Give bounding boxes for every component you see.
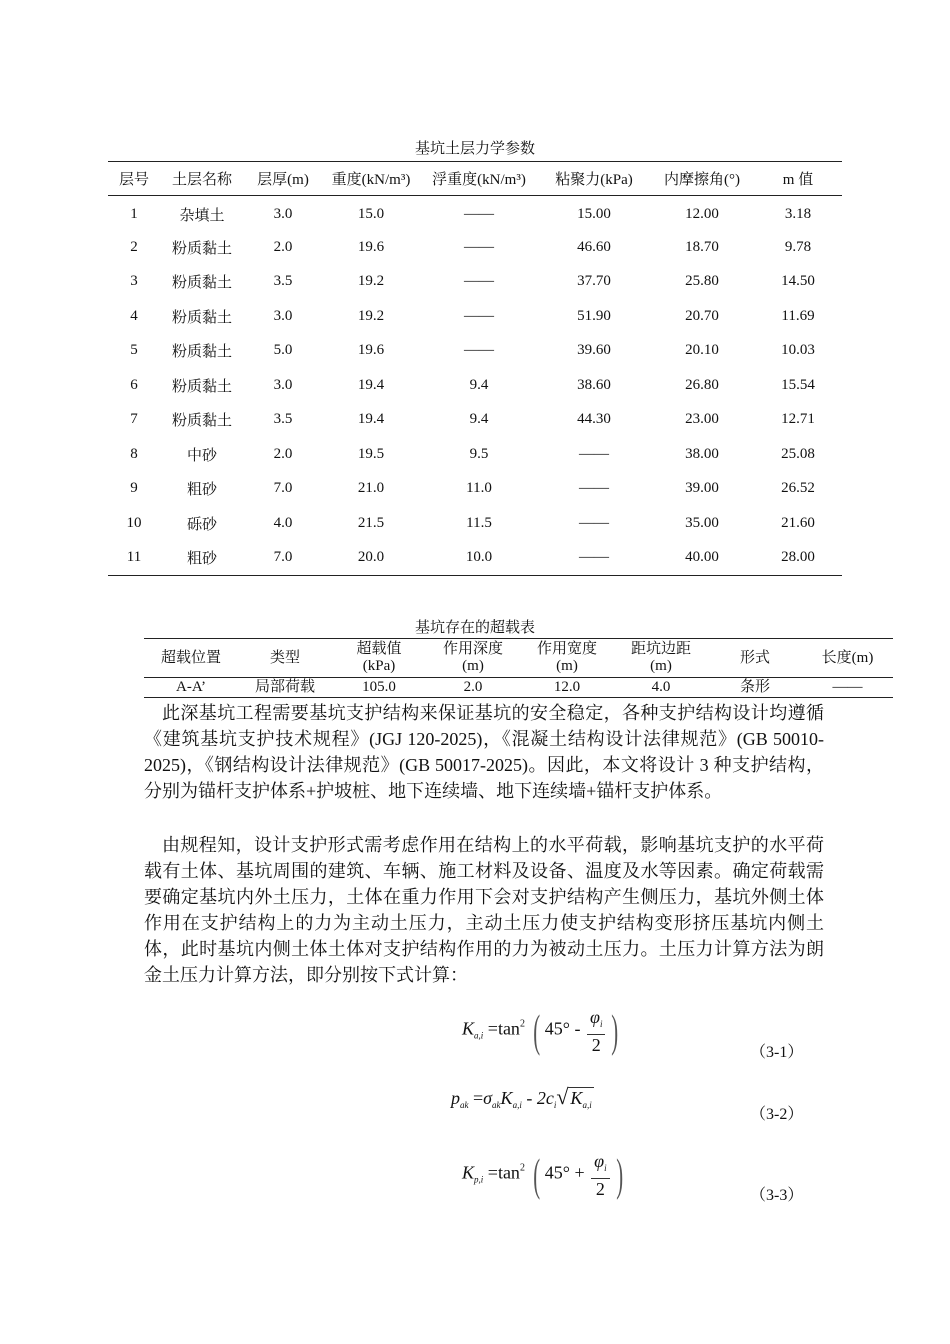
table1-cell: 39.60 (577, 342, 611, 359)
table1-cell: 粉质黏土 (171, 344, 232, 361)
table1-cell: 粗砂 (186, 482, 217, 499)
table1-cell: 25.08 (781, 445, 815, 462)
table2-cell: 2.0 (426, 678, 520, 698)
table1-header: 内摩擦角(°) (650, 162, 754, 196)
table1-header: 重度(kN/m³) (322, 162, 420, 196)
eq2-p-sub: ak (460, 1100, 469, 1110)
equation-3-1 (462, 1004, 623, 1057)
table1-cell: 20.0 (322, 541, 420, 576)
table1-cell: 6 (130, 376, 138, 393)
table1-cell: —— (538, 541, 650, 576)
eq2-k-sub: a,i (512, 1100, 522, 1110)
table2-header-line: 距坑边距 (630, 641, 691, 657)
table1-header: m 值 (754, 162, 842, 196)
table1-header: 浮重度(kN/m³) (420, 162, 538, 196)
eq1-angle: 45° (544, 1018, 570, 1039)
table1-header: 层厚(m) (244, 162, 322, 196)
table1-cell: 11.0 (466, 480, 492, 497)
table2-header-row (144, 639, 893, 678)
table1-cell: 21.5 (357, 514, 385, 531)
eq3-lhs-sub: p,i (474, 1174, 484, 1185)
eq1-lhs: K (462, 1018, 475, 1039)
table1-row (108, 196, 842, 231)
table1-cell: 19.4 (357, 411, 385, 428)
table1-cell: —— (464, 273, 494, 290)
equation-number-3-2: （3-2） (750, 1106, 804, 1123)
equation-number-3-3: （3-3） (750, 1187, 804, 1204)
table1-cell: 10.0 (420, 541, 538, 576)
eq3-left-paren: ( (533, 1149, 541, 1200)
table1-cell: 28.00 (754, 541, 842, 576)
table1-cell: 8 (130, 445, 138, 462)
eq2-sigma-sub: ak (492, 1100, 501, 1110)
table1-cell: 26.80 (685, 376, 719, 393)
eq1-den: 2 (591, 1034, 601, 1055)
table1-cell: 4 (130, 307, 138, 324)
table1-cell: 35.00 (685, 514, 719, 531)
table1-cell: 10 (126, 514, 142, 531)
table1-cell: 9.4 (469, 376, 489, 393)
table2-header-line: (kPa) (362, 658, 396, 674)
table1-cell: 14.50 (781, 273, 815, 290)
eq3-lhs: K (462, 1162, 475, 1183)
table1-cell: 11.5 (466, 514, 492, 531)
table1-cell: 5.0 (273, 342, 293, 359)
table1-row (108, 230, 842, 265)
eq2-sqrt-body (568, 1087, 593, 1110)
table1-cell: 21.60 (781, 514, 815, 531)
eq2-p: p (451, 1088, 460, 1108)
table2-cell: A-A’ (144, 678, 238, 698)
table1-cell: 3 (130, 273, 138, 290)
table2-header-line: 超载值 (356, 641, 402, 657)
table1-cell: 38.00 (685, 445, 719, 462)
eq3-den: 2 (595, 1178, 605, 1199)
table1-cell: —— (579, 480, 609, 497)
table1-cell: 4.0 (273, 514, 293, 531)
eq2-c-sub: i (553, 1100, 557, 1110)
eq1-fraction (587, 1007, 605, 1055)
table1-cell: —— (464, 238, 494, 255)
table2-header (802, 639, 893, 678)
table1-cell: 9.5 (469, 445, 489, 462)
table1-cell: 5 (130, 342, 138, 359)
eq3-fraction (591, 1151, 609, 1199)
table2-header-line: 形式 (739, 649, 770, 666)
eq3-tan: tan (497, 1162, 520, 1183)
table1-header: 粘聚力(kPa) (538, 162, 650, 196)
eq1-operator: - (574, 1018, 581, 1039)
table1-cell: 19.6 (357, 238, 385, 255)
paragraph-2: 由规程知，设计支护形式需考虑作用在结构上的水平荷载，影响基坑支护的水平荷载有土体、基坑周围的建筑、车辆、施工材料及设备、温度及水等因素。确定荷载需要确定基坑内外土压力，土体在重力作用下会对支护结构产生侧压力，基坑外侧土体作用在支护结构上的力为主动土压力，主动土压力使支护结构变形挤压基坑内侧土体，此时基坑内侧土体土体对支护结构作用的力为被动土压力。土压力计算方法为朗金土压力计算方法，即分别按下式计算： (144, 835, 824, 985)
table1-cell: 37.70 (577, 273, 611, 290)
table1-cell: 19.6 (357, 342, 385, 359)
table1-cell: 40.00 (650, 541, 754, 576)
eq1-phi-sub: i (599, 1018, 603, 1029)
table1-cell: 3.5 (273, 411, 293, 428)
soil-parameters-table (108, 161, 842, 576)
table2-header (708, 639, 802, 678)
eq1-left-paren: ( (533, 1005, 541, 1056)
table1-cell: 11 (108, 541, 160, 576)
table1-cell: 粉质黏土 (171, 275, 232, 292)
table1-row (108, 472, 842, 507)
table1-cell: 15.0 (357, 205, 385, 222)
eq1-phi: φ (589, 1006, 600, 1027)
eq3-angle: 45° (544, 1162, 570, 1183)
table2-header-line: (m) (462, 658, 484, 674)
table1-cell: 1 (130, 205, 138, 222)
table2-cell: 4.0 (614, 678, 708, 698)
table1-cell: 中砂 (186, 447, 217, 464)
table2-header-line: 类型 (269, 649, 300, 666)
table1-cell: 20.70 (685, 307, 719, 324)
table2-header (238, 639, 332, 678)
table1-cell: 3.18 (784, 205, 812, 222)
table1-cell: 3.0 (273, 307, 293, 324)
table1-row (108, 265, 842, 300)
table1-cell: 2 (130, 238, 138, 255)
table1-cell: —— (464, 307, 494, 324)
table1-cell: 19.4 (357, 376, 385, 393)
table1-cell: 26.52 (781, 480, 815, 497)
table1-cell: 12.00 (685, 205, 719, 222)
table2-header-line: (m) (650, 658, 672, 674)
eq2-root-k-sub: a,i (582, 1100, 592, 1110)
table1-cell: 19.2 (357, 273, 385, 290)
table1-cell: 7.0 (273, 480, 293, 497)
table1-cell: 粉质黏土 (171, 240, 232, 257)
eq2-k: K (500, 1088, 513, 1108)
table1-row (108, 506, 842, 541)
eq1-power: 2 (519, 1018, 525, 1030)
table2-header-line: (m) (556, 658, 578, 674)
eq3-operator: + (574, 1162, 585, 1183)
table1-cell: 19.2 (357, 307, 385, 324)
table1-cell: 38.60 (577, 376, 611, 393)
table1-cell: 9.78 (784, 238, 812, 255)
table1-cell: 10.03 (781, 342, 815, 359)
table1-cell: 粗砂 (160, 541, 244, 576)
table1-cell: 19.5 (357, 445, 385, 462)
paragraph-1: 此深基坑工程需要基坑支护结构来保证基坑的安全稳定，各种支护结构设计均遵循《建筑基坑支护技术规程》(JGJ 120-2025)，《混凝土结构设计法律规范》(GB 50010-2025)，《钢结构设计法律规范》(GB 50017-2025)。因此，本文将设计 3 种支护结构，分别为锚杆支护体系+护坡桩、地下连续墙、地下连续墙+锚杆支护体系。 (144, 703, 824, 801)
eq2-sqrt-sign: √ (556, 1084, 569, 1109)
table1-cell: 21.0 (357, 480, 385, 497)
table1-cell: 9.4 (469, 411, 489, 428)
table2-cell: 12.0 (520, 678, 614, 698)
table1-cell: 3.0 (273, 376, 293, 393)
table1-row (108, 334, 842, 369)
eq1-tan: tan (497, 1018, 520, 1039)
table1-cell: 2.0 (273, 445, 293, 462)
table1-cell: 46.60 (577, 238, 611, 255)
eq2-equals: = (473, 1088, 484, 1108)
table1-cell: 20.10 (685, 342, 719, 359)
table1-row (108, 437, 842, 472)
table2-header-line: 作用深度 (442, 641, 503, 657)
table1-cell: —— (464, 342, 494, 359)
table1-cell: 15.54 (781, 376, 815, 393)
table1-cell: 粉质黏土 (171, 413, 232, 430)
table1-cell: 15.00 (577, 205, 611, 222)
table1-caption: 基坑土层力学参数 (414, 141, 535, 157)
table1-row (108, 403, 842, 438)
table1-row (108, 368, 842, 403)
eq1-lhs-sub: a,i (474, 1030, 484, 1041)
table2-header (144, 639, 238, 678)
table2-header (426, 639, 520, 678)
table1-cell: 粉质黏土 (171, 378, 232, 395)
table1-cell: 39.00 (685, 480, 719, 497)
table2-header-line: 长度(m) (821, 649, 874, 666)
eq3-phi: φ (594, 1150, 605, 1171)
table1-cell: 23.00 (685, 411, 719, 428)
table2-row (144, 678, 893, 698)
table1-cell: 粉质黏土 (171, 309, 232, 326)
table1-cell: 25.80 (685, 273, 719, 290)
table1-cell: 18.70 (685, 238, 719, 255)
table2-header-line: 作用宽度 (536, 641, 597, 657)
table1-cell: —— (579, 514, 609, 531)
table1-cell: 杂填土 (179, 207, 225, 224)
eq2-root-k: K (570, 1088, 583, 1108)
table1-cell: 7 (130, 411, 138, 428)
eq2-operator: - (526, 1088, 533, 1108)
eq2-sigma: σ (483, 1088, 493, 1108)
table1-cell: 12.71 (781, 411, 815, 428)
table1-row (108, 541, 842, 576)
table2-header-line: 超载位置 (160, 649, 221, 666)
table2-caption: 基坑存在的超载表 (414, 620, 535, 636)
eq3-phi-sub: i (604, 1162, 607, 1173)
table1-header: 层号 (108, 162, 160, 196)
eq2-c: 2c (536, 1088, 554, 1108)
eq3-right-paren: ) (615, 1149, 623, 1200)
table1-cell: 11.69 (781, 307, 815, 324)
eq3-power: 2 (519, 1162, 525, 1174)
table1-cell: 9 (130, 480, 138, 497)
equation-number-3-1: （3-1） (750, 1044, 804, 1061)
table1-cell: 3.5 (273, 273, 293, 290)
table1-header: 土层名称 (160, 162, 244, 196)
table2-header (332, 639, 426, 678)
table1-row (108, 299, 842, 334)
table1-cell: 7.0 (244, 541, 322, 576)
table1-cell: 44.30 (577, 411, 611, 428)
eq1-equals: = (487, 1018, 498, 1039)
table1-cell: 51.90 (577, 307, 611, 324)
table1-cell: —— (579, 445, 609, 462)
table2-cell: 105.0 (332, 678, 426, 698)
eq3-equals: = (487, 1162, 498, 1183)
table2-cell: 条形 (708, 678, 802, 698)
table2-header (614, 639, 708, 678)
table1-cell: —— (464, 205, 494, 222)
table2-cell: —— (802, 678, 893, 698)
table1-cell: 3.0 (273, 205, 293, 222)
surcharge-table (144, 638, 893, 698)
table2-header (520, 639, 614, 678)
table1-cell: 砾砂 (186, 516, 217, 533)
table2-cell: 局部荷载 (238, 678, 332, 698)
equation-3-2 (451, 1084, 594, 1110)
eq1-right-paren: ) (611, 1005, 619, 1056)
table1-header-row (108, 162, 842, 196)
equation-3-3 (462, 1148, 627, 1201)
table1-cell: 2.0 (273, 238, 293, 255)
